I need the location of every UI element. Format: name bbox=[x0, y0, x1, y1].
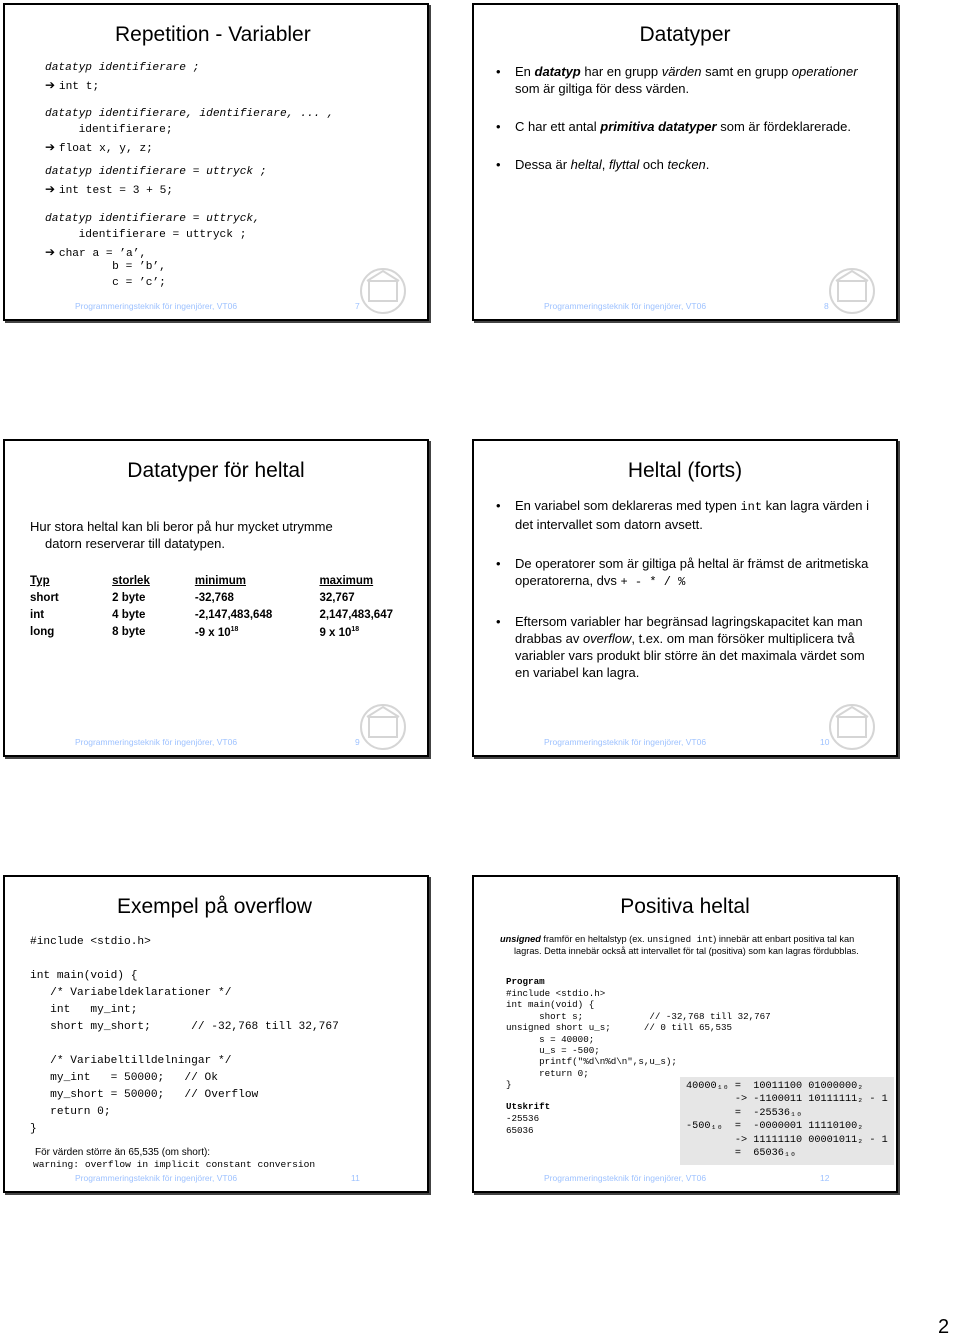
bullet-item bbox=[496, 613, 882, 681]
table-cell: short bbox=[30, 592, 59, 604]
slide-9 bbox=[3, 439, 429, 757]
slide-title: Positiva heltal bbox=[620, 895, 750, 918]
slide-title: Datatyper för heltal bbox=[127, 459, 305, 482]
bullet-item bbox=[496, 156, 882, 173]
slide-10 bbox=[472, 439, 898, 757]
bullet-text: int bbox=[740, 500, 763, 514]
overflow-note: För värden större än 65,535 (om short): bbox=[35, 1147, 211, 1158]
bullet-item bbox=[496, 63, 882, 97]
slide-12 bbox=[472, 875, 898, 1193]
table-cell: int bbox=[30, 609, 45, 621]
code-example: char a = ’a’, bbox=[58, 248, 147, 260]
conversion-line: 40000₁₀ = 10011100 01000000₂ bbox=[686, 1081, 864, 1092]
code-line: datatyp identifierare = uttryck ; bbox=[45, 166, 267, 178]
bullet-text: kan lagra värden i det intervallet som datorn avsett. bbox=[515, 498, 870, 532]
bullet-dot-icon: • bbox=[496, 498, 501, 513]
slide-number: 9 bbox=[355, 737, 360, 747]
page-number: 2 bbox=[938, 1316, 950, 1338]
compiler-warning: warning: overflow in implicit constant conversion bbox=[33, 1159, 316, 1170]
arrow-icon: ➔ bbox=[45, 140, 59, 154]
slide-11 bbox=[3, 875, 429, 1193]
code-line: /* Variabeldeklarationer */ bbox=[30, 987, 232, 999]
bullet-text: som är giltiga för dess värden. bbox=[515, 81, 690, 96]
bullet-text: som är fördeklarerade. bbox=[716, 119, 852, 134]
bullet-text: tecken bbox=[667, 157, 706, 172]
table-cell: long bbox=[30, 626, 55, 638]
code-line: #include <stdio.h> bbox=[30, 936, 151, 948]
bullet-dot-icon: • bbox=[496, 556, 501, 571]
table-header: maximum bbox=[319, 575, 374, 587]
code-line: printf("%d\n%d\n",s,u_s); bbox=[506, 1056, 677, 1068]
code-line: int main(void) { bbox=[506, 999, 595, 1011]
code-line bbox=[45, 182, 173, 197]
code-line: return 0; bbox=[30, 1106, 111, 1118]
table-header-row bbox=[30, 575, 427, 592]
bullet-list bbox=[496, 63, 882, 194]
conversion-line: = -25536₁₀ bbox=[686, 1107, 803, 1119]
bullet-text: Dessa är bbox=[515, 157, 571, 172]
bullet-text: + - * / % bbox=[620, 575, 686, 589]
footer-text: Programmeringsteknik för ingenjörer, VT06 bbox=[544, 1173, 707, 1183]
table-row bbox=[30, 609, 427, 626]
table-header: minimum bbox=[194, 575, 246, 587]
conversion-line: -> 11111110 00001011₂ - 1 bbox=[686, 1134, 888, 1146]
code-line: /* Variabeltilldelningar */ bbox=[30, 1055, 232, 1067]
code-example: int t; bbox=[58, 81, 100, 93]
footer-text: Programmeringsteknik för ingenjörer, VT06 bbox=[544, 301, 707, 311]
table-cell: -2,147,483,648 bbox=[194, 609, 273, 621]
code-line bbox=[45, 245, 146, 260]
table-cell: -32,768 bbox=[194, 592, 234, 604]
table-cell: 2,147,483,647 bbox=[319, 609, 393, 621]
code-line bbox=[45, 78, 99, 93]
bullet-text: C har ett antal bbox=[515, 119, 601, 134]
bullet-text: En variabel som deklareras med typen bbox=[515, 498, 741, 513]
bullet-dot-icon: • bbox=[496, 157, 501, 172]
slide-title: Datatyper bbox=[639, 23, 731, 46]
output-line: -25536 bbox=[506, 1113, 540, 1124]
bullet-text: värden bbox=[661, 64, 702, 79]
bullet-text: har en grupp bbox=[580, 64, 662, 79]
bullet-item bbox=[496, 118, 882, 135]
footer-text: Programmeringsteknik för ingenjörer, VT06 bbox=[75, 737, 238, 747]
slide-title: Repetition - Variabler bbox=[115, 23, 311, 46]
bullet-item bbox=[496, 555, 882, 591]
code-line: return 0; bbox=[506, 1067, 589, 1079]
slide-number: 10 bbox=[820, 737, 830, 747]
slide-number: 11 bbox=[351, 1173, 360, 1183]
conversion-line: -> -1100011 10111111₂ - 1 bbox=[686, 1094, 888, 1106]
code-line: datatyp identifierare, identifierare, ... , bbox=[45, 108, 334, 120]
bullet-text: heltal bbox=[570, 157, 602, 172]
code-line: identifierare; bbox=[45, 124, 173, 136]
bullet-text: . bbox=[705, 157, 710, 172]
code-line: } bbox=[506, 1079, 512, 1091]
code-line: identifierare = uttryck ; bbox=[45, 229, 247, 241]
intro-line-2: lagras. Detta innebär också att intervallet för tal (positiva) som kan lagras fördubblas. bbox=[514, 946, 859, 956]
conversion-line: = 65036₁₀ bbox=[686, 1148, 797, 1159]
slide-number: 8 bbox=[824, 301, 829, 311]
arrow-icon: ➔ bbox=[45, 78, 59, 92]
slide-number: 7 bbox=[355, 301, 360, 311]
code-example: int test = 3 + 5; bbox=[58, 185, 174, 197]
conversion-box bbox=[680, 1077, 894, 1165]
bullet-text: operationer bbox=[791, 64, 858, 79]
table-row bbox=[30, 592, 427, 609]
table-cell: -9 x $10^{18}$ bbox=[194, 626, 239, 639]
bullet-dot-icon: • bbox=[496, 119, 501, 134]
code-line: c = ’c’; bbox=[45, 277, 166, 289]
code-example: float x, y, z; bbox=[58, 143, 153, 155]
arrow-icon: ➔ bbox=[45, 245, 59, 259]
bullet-text: En bbox=[515, 64, 535, 79]
bullet-text: och bbox=[639, 157, 668, 172]
bullet-dot-icon: • bbox=[496, 64, 501, 79]
bullet-text: overflow bbox=[582, 631, 632, 646]
code-line: short s; // -32,768 till 32,767 bbox=[506, 1010, 771, 1022]
code-line: my_short = 50000; // Overflow bbox=[30, 1089, 259, 1101]
table-cell: 4 byte bbox=[112, 609, 146, 621]
conversion-line: -500₁₀ = -0000001 11110100₂ bbox=[686, 1121, 864, 1133]
bullet-text: , bbox=[601, 157, 609, 172]
bullet-text: flyttal bbox=[608, 157, 640, 172]
intro-text-a: framför en heltalstyp (ex. bbox=[540, 934, 648, 944]
code-line: s = 40000; bbox=[506, 1033, 595, 1045]
code-line: u_s = -500; bbox=[506, 1045, 600, 1056]
bullet-text: samt en grupp bbox=[701, 64, 792, 79]
code-line: datatyp identifierare = uttryck, bbox=[45, 213, 260, 225]
code-line bbox=[45, 140, 153, 155]
footer-text: Programmeringsteknik för ingenjörer, VT06 bbox=[75, 1173, 238, 1183]
table-cell: 9 x $10^{18}$ bbox=[319, 626, 360, 639]
bullet-text: , t.ex. om man försöker multiplicera två variabler vars produkt blir större än det maximala värdet som en variabel kan lagra. bbox=[515, 631, 865, 680]
code-line: unsigned short u_s; // 0 till 65,535 bbox=[506, 1022, 733, 1034]
bullet-text: Eftersom variabler har begränsad lagringskapacitet kan man drabbas av bbox=[515, 614, 863, 646]
table-header: storlek bbox=[112, 575, 150, 587]
footer-text: Programmeringsteknik för ingenjörer, VT06 bbox=[544, 737, 707, 747]
table-cell: 2 byte bbox=[112, 592, 146, 604]
intro-line-1 bbox=[500, 934, 854, 945]
code-line: datatyp identifierare ; bbox=[45, 62, 200, 74]
output-label: Utskrift bbox=[506, 1101, 551, 1112]
code-line: int my_int; bbox=[30, 1004, 138, 1016]
datatype-table bbox=[30, 575, 427, 643]
slide-number: 12 bbox=[820, 1173, 830, 1183]
intro-line-1: Hur stora heltal kan bli beror på hur mycket utrymme bbox=[30, 519, 333, 534]
code-line: my_int = 50000; // Ok bbox=[30, 1072, 218, 1084]
code-line: } bbox=[30, 1123, 37, 1135]
bullet-dot-icon: • bbox=[496, 614, 501, 629]
intro-code: unsigned int bbox=[647, 934, 714, 945]
intro-line-2: datorn reserverar till datatypen. bbox=[45, 536, 225, 551]
footer-text: Programmeringsteknik för ingenjörer, VT06 bbox=[75, 301, 238, 311]
bullet-text: De operatorer som är giltiga på heltal är främst de aritmetiska operatorerna, dvs bbox=[515, 556, 869, 588]
code-line: int main(void) { bbox=[30, 970, 138, 982]
exponent: 18 bbox=[351, 626, 360, 633]
slide-7 bbox=[3, 3, 429, 321]
program-label: Program bbox=[506, 976, 545, 987]
exponent: 18 bbox=[230, 626, 239, 633]
bullet-item bbox=[496, 497, 882, 533]
slide-title: Heltal (forts) bbox=[627, 459, 743, 482]
bullet-text: primitiva datatyper bbox=[600, 119, 717, 134]
table-cell: 32,767 bbox=[319, 592, 355, 604]
bullet-text: datatyp bbox=[534, 64, 581, 79]
intro-text-b: ) innebär att enbart positiva tal kan bbox=[713, 934, 855, 944]
arrow-icon: ➔ bbox=[45, 182, 59, 196]
code-line: short my_short; // -32,768 till 32,767 bbox=[30, 1021, 339, 1033]
table-row bbox=[30, 626, 427, 643]
output-line: 65036 bbox=[506, 1125, 534, 1136]
code-line: b = ’b’, bbox=[45, 261, 166, 273]
slide-title: Exempel på overflow bbox=[117, 895, 312, 918]
unsigned-keyword: unsigned bbox=[500, 934, 541, 944]
slide-8 bbox=[472, 3, 898, 321]
code-line: #include <stdio.h> bbox=[506, 988, 606, 999]
table-header: Typ bbox=[30, 575, 50, 587]
bullet-list bbox=[496, 497, 882, 703]
table-cell: 8 byte bbox=[112, 626, 146, 638]
